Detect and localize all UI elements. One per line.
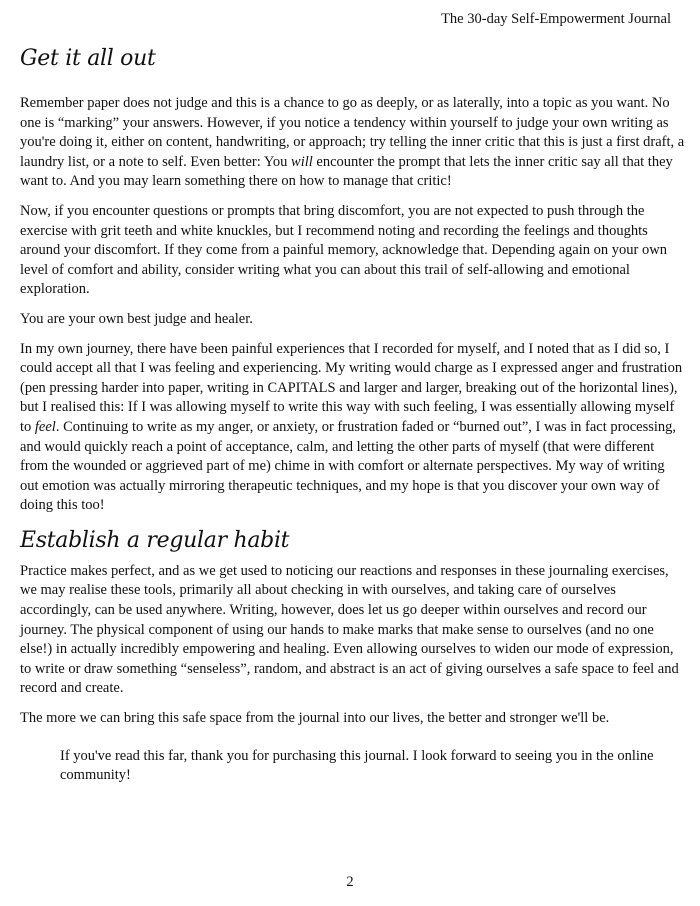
page-number: 2 — [346, 874, 354, 890]
paragraph-text: . Continuing to write as my anger, or anxiety, or frustration faded or “burned out”, I was in fact processing, and would quickly reach a point of acceptance, calm, and letting the other parts of myself (that were different from the wounded or aggrieved part of me) chime in with comfort or alternate perspectives. My way of writing out emotion was actually mirroring therapeutic techniques, and my hope is that you discover your own way of doing this too! — [20, 418, 677, 514]
emphasis-will: will — [291, 153, 313, 170]
paragraph-text: encounter the prompt that lets the inner critic say all that they want to. And you may learn something there on how to manage that critic! — [20, 153, 673, 190]
running-header: The 30-day Self-Empowerment Journal — [441, 11, 671, 27]
section-heading-regular-habit: Establish a regular habit — [20, 527, 290, 553]
section-heading-get-it-all-out: Get it all out — [20, 46, 156, 71]
paragraph-own-journey — [20, 340, 686, 516]
paragraph-text: In my own journey, there have been painful experiences that I recorded for myself, and I noted that as I did so, I could accept all that I was feeling and experiencing. My writing would charge as I expressed anger and frustration (pen pressing harder into paper, writing in CAPITALS and larger and larger, breaking out of the horizontal lines), but I realised this: If I was allowing myself to write this way with such feeling, I was essentially allowing myself to — [20, 340, 683, 435]
paragraph-discomfort: Now, if you encounter questions or prompts that bring discomfort, you are not expected to push through the exercise with grit teeth and white knuckles, but I recommend noting and recording the feelings and thoughts around your discomfort. If they come from a painful memory, acknowledge that. Depending again on your own level of comfort and ability, consider writing what you can about this trail of self-allowing and emotional exploration. — [20, 202, 667, 298]
paragraph-judge-and-healer: You are your own best judge and healer. — [20, 310, 253, 327]
emphasis-feel: feel — [34, 418, 56, 435]
page-content — [20, 44, 686, 796]
paragraph-practice-makes-perfect: Practice makes perfect, and as we get used to noticing our reactions and responses in these journaling exercises, we may realise these tools, primarily all about checking in with ourselves, and taking care of ourselves accordingly, can be used anywhere. Writing, however, does let us go deeper within ourselves and record our journey. The physical component of using our hands to make marks that make sense to ourselves (and no one else!) in actually incredibly empowering and healing. Even allowing ourselves to widen our mode of expression, to write or draw something “senseless”, random, and abstract is an act of giving ourselves a safe space to feel and record and create. — [20, 562, 679, 697]
paragraph-paper-does-not-judge — [20, 94, 686, 192]
closing-note: If you've read this far, thank you for purchasing this journal. I look forward to seeing you in the online community! — [60, 747, 654, 784]
paragraph-safe-space: The more we can bring this safe space from the journal into our lives, the better and stronger we'll be. — [20, 710, 610, 727]
paragraph-text: Remember paper does not judge and this is a chance to go as deeply, or as laterally, into a topic as you want. No one is “marking” your answers. However, if you notice a tendency within yourself to judge your own writing as you're doing it, either on content, handwriting, or approach; try telling the inner critic that this is just a first draft, a laundry list, or a note to self. Even better: You — [20, 95, 685, 170]
